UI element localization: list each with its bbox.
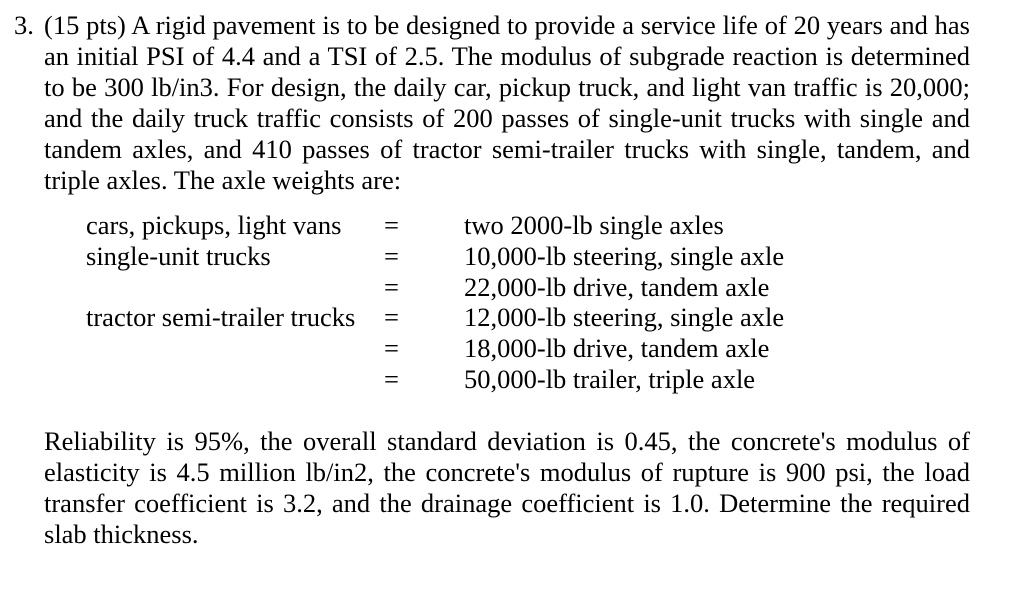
problem-intro bbox=[14, 10, 970, 196]
problem-closing-text: Reliability is 95%, the overall standard deviation is 0.45, the concrete's modulus of elasticity is 4.5 million lb/in2, the concrete's modulus of rupture is 900 psi, the load transfer coefficient is 3.2, and the drainage coefficient is 1.0. Determine the required slab thickness. bbox=[44, 426, 970, 549]
axle-weight-value: 10,000-lb steering, single axle bbox=[464, 240, 785, 271]
vehicle-label: cars, pickups, light vans bbox=[86, 210, 342, 240]
axle-weight-value: 12,000-lb steering, single axle bbox=[464, 302, 785, 333]
axle-weight-value: 22,000-lb drive, tandem axle bbox=[464, 271, 770, 302]
vehicle-label: tractor semi-trailer trucks bbox=[86, 302, 356, 333]
equals-sign: = bbox=[384, 302, 399, 333]
vehicle-label: single-unit trucks bbox=[86, 240, 271, 271]
equals-sign: = bbox=[384, 333, 399, 364]
problem-statement bbox=[14, 10, 970, 196]
axle-weight-value: two 2000-lb single axles bbox=[464, 210, 724, 240]
axle-weight-value: 50,000-lb trailer, triple axle bbox=[464, 363, 756, 394]
equals-sign: = bbox=[384, 210, 399, 240]
equals-sign: = bbox=[384, 271, 399, 302]
problem-number: 3. bbox=[14, 10, 34, 40]
problem-intro-text: (15 pts) A rigid pavement is to be designed to provide a service life of 20 years and has an initial PSI of 4.4 and a TSI of 2.5. The modulus of subgrade reaction is determined to be 300 lb/in3. For design, the daily car, pickup truck, and light van traffic is 20,000; and the daily truck traffic consists of 200 passes of single-unit trucks with single and tandem axles, and 410 passes of tractor semi-trailer trucks with single, tandem, and triple axles. The axle weights are: bbox=[44, 10, 970, 195]
axle-weight-value: 18,000-lb drive, tandem axle bbox=[464, 333, 770, 364]
equals-sign: = bbox=[384, 240, 399, 271]
equals-sign: = bbox=[384, 363, 399, 394]
